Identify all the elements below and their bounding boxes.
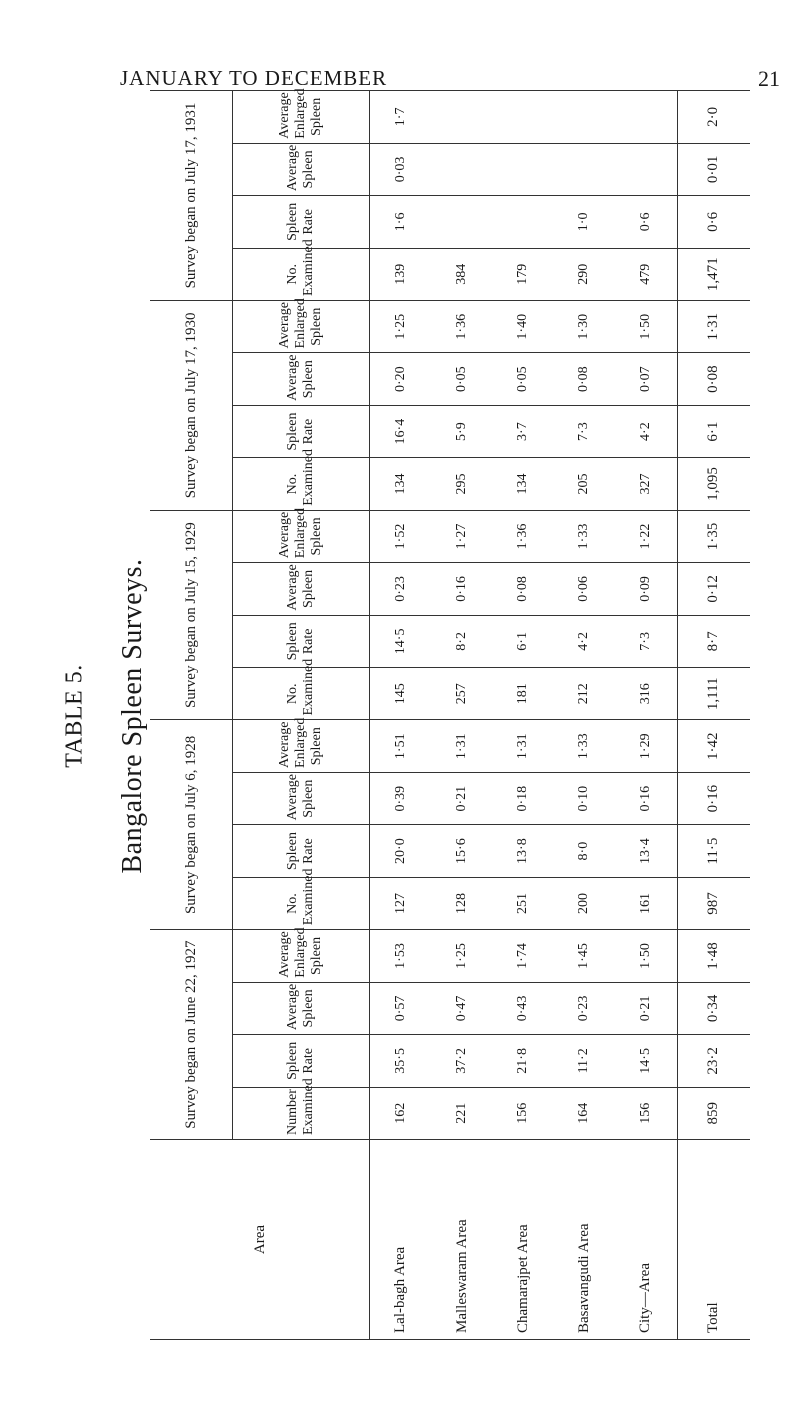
total-cell: 0·34 — [677, 982, 750, 1034]
table-cell: 145 — [370, 668, 432, 720]
table-cell — [554, 91, 615, 144]
table-number: TABLE 5. — [61, 664, 88, 768]
col-average-spleen: Average Spleen — [233, 982, 370, 1034]
col-number-examined: Number Examined — [233, 1087, 370, 1139]
table-cell: 13·8 — [493, 825, 554, 877]
total-cell: 1·42 — [677, 720, 750, 772]
table-cell: 4·2 — [615, 405, 677, 457]
total-cell: 987 — [677, 877, 750, 929]
table-cell: 8·2 — [432, 615, 493, 667]
table-row — [432, 91, 493, 1340]
table-cell — [554, 143, 615, 195]
area-column-header: Area — [150, 1140, 370, 1340]
col-average-spleen: Average Spleen — [233, 563, 370, 615]
table-cell: 0·05 — [493, 353, 554, 405]
table-cell: 162 — [370, 1087, 432, 1139]
total-cell: 1,095 — [677, 458, 750, 510]
table-cell: 0·05 — [432, 353, 493, 405]
table-cell: 1·50 — [615, 301, 677, 353]
table-cell: 1·25 — [432, 930, 493, 982]
table-cell: 164 — [554, 1087, 615, 1139]
col-number-examined: No. Examined — [233, 458, 370, 510]
survey-1931-header: Survey began on July 17, 1931 — [150, 91, 233, 301]
area-name: Basavangudi Area — [554, 1140, 615, 1340]
table-cell: 1·31 — [432, 720, 493, 772]
table-cell: 0·39 — [370, 772, 432, 824]
table-cell: 290 — [554, 248, 615, 300]
table-cell: 327 — [615, 458, 677, 510]
survey-1930-header: Survey began on July 17, 1930 — [150, 301, 233, 511]
table-cell: 0·08 — [554, 353, 615, 405]
table-cell: 134 — [493, 458, 554, 510]
total-cell: 0·08 — [677, 353, 750, 405]
table-cell: 0·43 — [493, 982, 554, 1034]
table-cell: 221 — [432, 1087, 493, 1139]
table-cell: 1·36 — [432, 301, 493, 353]
total-cell: 1,111 — [677, 668, 750, 720]
total-cell: 1·35 — [677, 510, 750, 562]
table-cell: 21·8 — [493, 1035, 554, 1087]
table-cell: 1·45 — [554, 930, 615, 982]
table-cell: 0·08 — [493, 563, 554, 615]
table-cell: 127 — [370, 877, 432, 929]
total-cell: 1·31 — [677, 301, 750, 353]
table-cell: 1·22 — [615, 510, 677, 562]
table-cell: 1·6 — [370, 196, 432, 248]
col-spleen-rate: Spleen Rate — [233, 405, 370, 457]
table-cell: 0·21 — [615, 982, 677, 1034]
table-cell: 212 — [554, 668, 615, 720]
total-row — [677, 91, 750, 1340]
table-cell: 1·51 — [370, 720, 432, 772]
table-cell: 15·6 — [432, 825, 493, 877]
table-cell — [493, 91, 554, 144]
table-cell: 1·0 — [554, 196, 615, 248]
table-cell: 0·07 — [615, 353, 677, 405]
table-cell — [432, 143, 493, 195]
table-cell: 1·40 — [493, 301, 554, 353]
total-cell: 11·5 — [677, 825, 750, 877]
table-cell: 7·3 — [615, 615, 677, 667]
col-number-examined: No. Examined — [233, 668, 370, 720]
table-cell: 128 — [432, 877, 493, 929]
table-cell: 156 — [615, 1087, 677, 1139]
table-cell: 139 — [370, 248, 432, 300]
area-name: Malleswaram Area — [432, 1140, 493, 1340]
table-cell: 0·16 — [432, 563, 493, 615]
table-cell: 1·29 — [615, 720, 677, 772]
table-cell: 0·23 — [370, 563, 432, 615]
table-row — [554, 91, 615, 1340]
table-cell: 1·27 — [432, 510, 493, 562]
table-cell — [493, 196, 554, 248]
table-cell: 3·7 — [493, 405, 554, 457]
total-cell: 0·01 — [677, 143, 750, 195]
table-cell: 1·36 — [493, 510, 554, 562]
col-spleen-rate: Spleen Rate — [233, 825, 370, 877]
survey-1927-header: Survey began on June 22, 1927 — [150, 930, 233, 1140]
total-cell: 2·0 — [677, 91, 750, 144]
table-cell: 316 — [615, 668, 677, 720]
table-cell — [615, 91, 677, 144]
col-average-enlarged-spleen: Average Enlarged Spleen — [233, 301, 370, 353]
table-cell: 11·2 — [554, 1035, 615, 1087]
survey-1929-header: Survey began on July 15, 1929 — [150, 510, 233, 720]
table-cell: 7·3 — [554, 405, 615, 457]
area-name: City—Area — [615, 1140, 677, 1340]
table-cell: 0·57 — [370, 982, 432, 1034]
table-row — [493, 91, 554, 1340]
total-cell: 6·1 — [677, 405, 750, 457]
table-cell: 257 — [432, 668, 493, 720]
col-average-spleen: Average Spleen — [233, 143, 370, 195]
table-cell: 14·5 — [615, 1035, 677, 1087]
table-cell: 0·23 — [554, 982, 615, 1034]
page-number: 21 — [758, 66, 780, 91]
table-cell: 1·52 — [370, 510, 432, 562]
table-cell: 0·09 — [615, 563, 677, 615]
col-average-enlarged-spleen: Average Enlarged Spleen — [233, 510, 370, 562]
table-cell: 1·33 — [554, 510, 615, 562]
table-cell: 0·6 — [615, 196, 677, 248]
table-cell: 1·25 — [370, 301, 432, 353]
table-cell: 14·5 — [370, 615, 432, 667]
table-cell: 13·4 — [615, 825, 677, 877]
col-spleen-rate: Spleen Rate — [233, 196, 370, 248]
table-cell: 1·50 — [615, 930, 677, 982]
area-name: Lal-bagh Area — [370, 1140, 432, 1340]
col-average-enlarged-spleen: Average Enlarged Spleen — [233, 930, 370, 982]
running-head-title: JANUARY TO DECEMBER — [120, 66, 388, 90]
table-title: Bangalore Spleen Surveys. — [117, 558, 148, 874]
table-cell: 35·5 — [370, 1035, 432, 1087]
table-cell: 1·30 — [554, 301, 615, 353]
col-number-examined: No. Examined — [233, 877, 370, 929]
total-cell: 0·12 — [677, 563, 750, 615]
area-name: Chamarajpet Area — [493, 1140, 554, 1340]
table-cell: 0·10 — [554, 772, 615, 824]
table-cell — [432, 196, 493, 248]
table-cell: 4·2 — [554, 615, 615, 667]
survey-1928-header: Survey began on July 6, 1928 — [150, 720, 233, 930]
table-row — [370, 91, 432, 1340]
table-cell: 0·47 — [432, 982, 493, 1034]
table-cell: 0·20 — [370, 353, 432, 405]
table-cell: 8·0 — [554, 825, 615, 877]
total-cell: 859 — [677, 1087, 750, 1139]
table-cell: 179 — [493, 248, 554, 300]
table-cell: 161 — [615, 877, 677, 929]
total-cell: 0·6 — [677, 196, 750, 248]
col-average-spleen: Average Spleen — [233, 353, 370, 405]
table-cell: 1·53 — [370, 930, 432, 982]
table-cell: 0·16 — [615, 772, 677, 824]
table-cell: 1·7 — [370, 91, 432, 144]
table-cell: 6·1 — [493, 615, 554, 667]
table-cell: 384 — [432, 248, 493, 300]
table-cell — [615, 143, 677, 195]
table-cell: 156 — [493, 1087, 554, 1139]
table-cell: 1·33 — [554, 720, 615, 772]
spleen-survey-table — [150, 90, 750, 1340]
table-cell: 479 — [615, 248, 677, 300]
table-cell: 181 — [493, 668, 554, 720]
col-average-enlarged-spleen: Average Enlarged Spleen — [233, 91, 370, 144]
col-spleen-rate: Spleen Rate — [233, 615, 370, 667]
table-cell — [432, 91, 493, 144]
table-cell: 134 — [370, 458, 432, 510]
table-cell: 205 — [554, 458, 615, 510]
table-cell: 0·06 — [554, 563, 615, 615]
col-spleen-rate: Spleen Rate — [233, 1035, 370, 1087]
table-cell — [493, 143, 554, 195]
col-average-spleen: Average Spleen — [233, 772, 370, 824]
table-cell: 200 — [554, 877, 615, 929]
table-body — [370, 91, 751, 1340]
table-cell: 0·18 — [493, 772, 554, 824]
table-cell: 1·74 — [493, 930, 554, 982]
table-cell: 295 — [432, 458, 493, 510]
table-cell: 5·9 — [432, 405, 493, 457]
table-cell: 37·2 — [432, 1035, 493, 1087]
total-cell: 1·48 — [677, 930, 750, 982]
total-cell: 23·2 — [677, 1035, 750, 1087]
total-cell: 1,471 — [677, 248, 750, 300]
total-cell: 8·7 — [677, 615, 750, 667]
col-average-enlarged-spleen: Average Enlarged Spleen — [233, 720, 370, 772]
table-cell: 251 — [493, 877, 554, 929]
total-cell: 0·16 — [677, 772, 750, 824]
table-cell: 20·0 — [370, 825, 432, 877]
table-row — [615, 91, 677, 1340]
table-cell: 0·03 — [370, 143, 432, 195]
table-cell: 16·4 — [370, 405, 432, 457]
total-label: Total — [677, 1140, 750, 1340]
table-cell: 0·21 — [432, 772, 493, 824]
col-number-examined: No. Examined — [233, 248, 370, 300]
table-cell: 1·31 — [493, 720, 554, 772]
